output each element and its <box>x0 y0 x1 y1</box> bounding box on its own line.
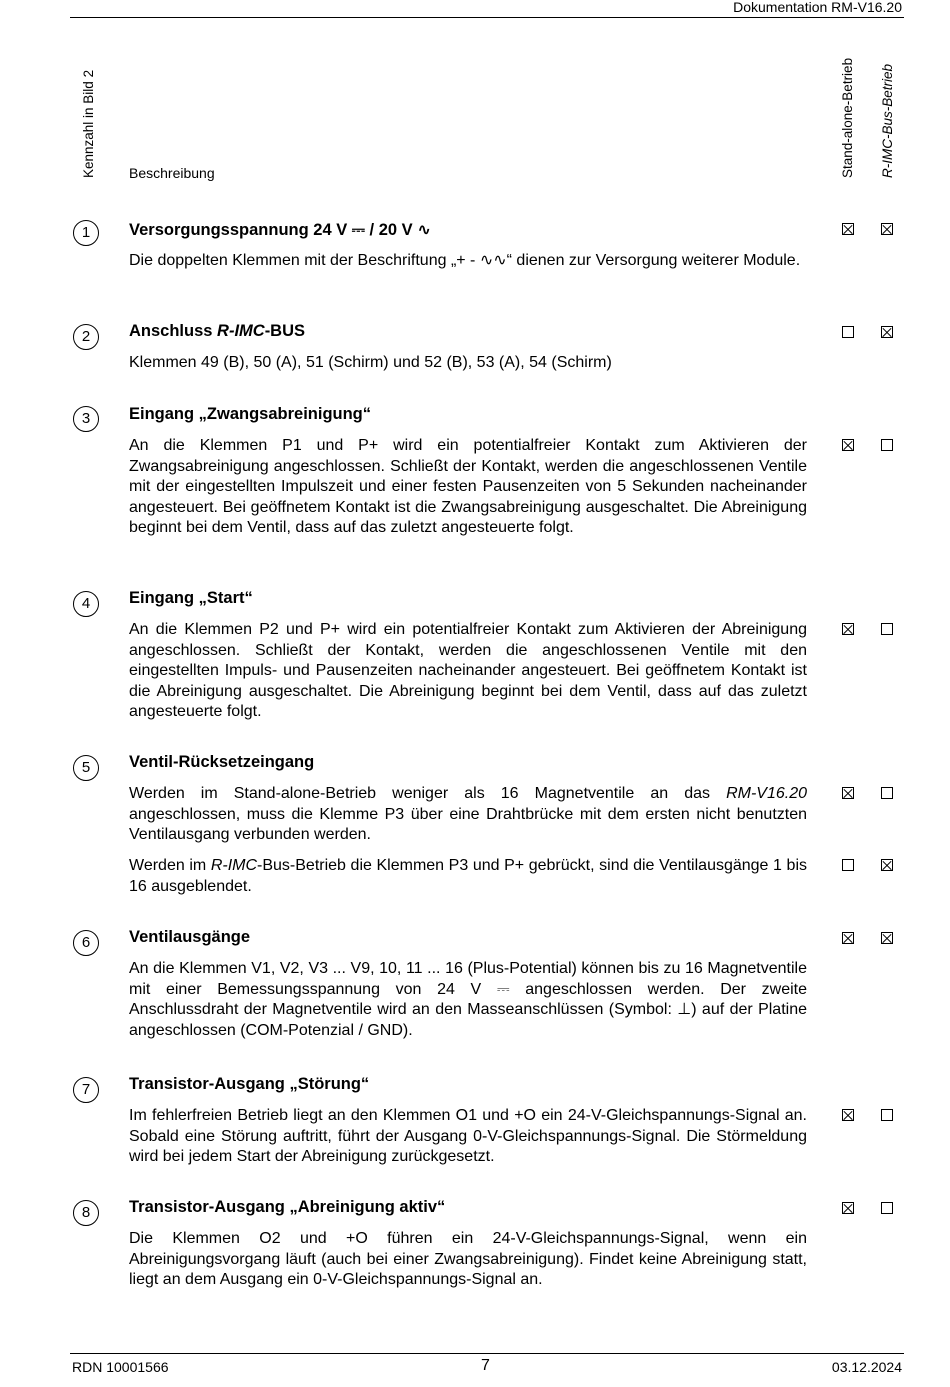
item-number-badge: 2 <box>73 324 99 350</box>
checkbox-bus-unchecked <box>881 623 893 635</box>
item-number-badge: 1 <box>73 220 99 246</box>
section-title: Eingang „Start“ <box>129 589 253 607</box>
checkbox-standalone-checked <box>842 787 854 799</box>
section-paragraph: Werden im Stand-alone-Betrieb weniger als 16 Magnetventile an das RM-V16.20 angeschlossen, muss die Klemme P3 über eine Drahtbrücke mit dem ersten nicht benutzten Ventilausgang verbunden werden. <box>129 785 807 843</box>
footer-rule <box>70 1353 904 1354</box>
checkbox-bus-unchecked <box>881 1202 893 1214</box>
page-number: 7 <box>481 1357 490 1374</box>
section-paragraph: Die doppelten Klemmen mit der Beschriftung „+ - ∿∿“ dienen zur Versorgung weiterer Module. <box>129 252 801 269</box>
section-paragraph: Im fehlerfreien Betrieb liegt an den Klemmen O1 und +O ein 24-V-Gleichspannungs-Signal an. Sobald eine Störung auftritt, führt der Ausgang 0-V-Gleichspannungs-Signal. Die Störmeldung wird bei jedem Start der Abreinigung zurückgesetzt. <box>129 1107 807 1165</box>
column-header-standalone: Stand-alone-Betrieb <box>840 57 855 178</box>
section-title: Anschluss R-IMC-BUS <box>129 322 306 340</box>
checkbox-bus-checked <box>881 932 893 944</box>
header-rule <box>70 17 904 18</box>
checkbox-standalone-checked <box>842 932 854 944</box>
column-header-bus: R-IMC-Bus-Betrieb <box>880 63 895 178</box>
checkbox-standalone-checked <box>842 623 854 635</box>
checkbox-standalone-checked <box>842 439 854 451</box>
checkbox-standalone-unchecked <box>842 326 854 338</box>
item-number-badge: 8 <box>73 1200 99 1226</box>
checkbox-bus-checked <box>881 859 893 871</box>
item-number-badge: 4 <box>73 591 99 617</box>
column-header-kennzahl: Kennzahl in Bild 2 <box>81 69 96 178</box>
item-number-badge: 7 <box>73 1077 99 1103</box>
item-number-badge: 3 <box>73 406 99 432</box>
item-number-badge: 5 <box>73 755 99 781</box>
checkbox-bus-checked <box>881 223 893 235</box>
checkbox-standalone-unchecked <box>842 859 854 871</box>
section-paragraph: An die Klemmen P2 und P+ wird ein potentialfreier Kontakt zum Aktivieren der Abreinigung angeschlossen. Schließt der Kontakt, werden die angeschlossenen Ventile mit den eingestellten Impuls- und Pausenzeiten nacheinander angesteuert. Bei geöffnetem Kontakt ist die Abreinigung ausgeschaltet. Die Abreinigung beginnt bei dem Ventil, dass auf das zuletzt angesteuerte folgt. <box>129 621 807 720</box>
document-number: RDN 10001566 <box>72 1359 169 1375</box>
section-title: Ventilausgänge <box>129 928 251 946</box>
section-paragraph: An die Klemmen P1 und P+ wird ein potentialfreier Kontakt zum Aktivieren der Zwangsabreinigung angeschlossen. Schließt der Kontakt, werden die angeschlossenen Ventile mit der eingestellten Impulszeit und einer festen Pausenzeiten von 5 Sekunden nacheinander angesteuert. Bei geöffnetem Kontakt ist die Zwangsabreinigung ausgeschaltet. Die Abreinigung beginnt bei dem Ventil, dass auf das zuletzt angesteuerte folgt. <box>129 437 807 536</box>
section-title: Ventil-Rücksetzeingang <box>129 753 315 771</box>
section-title: Eingang „Zwangsabreinigung“ <box>129 405 372 423</box>
checkbox-bus-unchecked <box>881 787 893 799</box>
section-title: Transistor-Ausgang „Abreinigung aktiv“ <box>129 1198 446 1216</box>
item-number-badge: 6 <box>73 930 99 956</box>
document-date: 03.12.2024 <box>831 1359 902 1375</box>
section-paragraph: An die Klemmen V1, V2, V3 ... V9, 10, 11 ... 16 (Plus-Potential) können bis zu 16 Magnetventile mit einer Bemessungsspannung von 24 V ⎓ angeschlossen werden. Der zweite Anschlussdraht der Magnetventile wird an den Masseanschlüssen (Symbol: ⊥) auf der Platine angeschlossen (COM-Potenzial / GND). <box>129 960 807 1039</box>
column-header-beschreibung: Beschreibung <box>129 165 215 181</box>
checkbox-bus-unchecked <box>881 1109 893 1121</box>
section-title: Transistor-Ausgang „Störung“ <box>129 1075 370 1093</box>
checkbox-standalone-checked <box>842 1202 854 1214</box>
checkbox-standalone-checked <box>842 223 854 235</box>
checkbox-bus-checked <box>881 326 893 338</box>
section-paragraph: Klemmen 49 (B), 50 (A), 51 (Schirm) und 52 (B), 53 (A), 54 (Schirm) <box>129 354 612 371</box>
section-title: Versorgungsspannung 24 V ⎓ / 20 V ∿ <box>129 221 432 239</box>
checkbox-bus-unchecked <box>881 439 893 451</box>
section-paragraph: Werden im R-IMC-Bus-Betrieb die Klemmen P3 und P+ gebrückt, sind die Ventilausgänge 1 bis 16 ausgeblendet. <box>129 857 807 895</box>
checkbox-standalone-checked <box>842 1109 854 1121</box>
document-title: Dokumentation RM-V16.20 <box>733 0 902 15</box>
section-paragraph: Die Klemmen O2 und +O führen ein 24-V-Gleichspannungs-Signal, wenn ein Abreinigungsvorgang läuft (auch bei einer Zwangsabreinigung). Findet keine Abreinigung statt, liegt an dem Ausgang ein 0-V-Gleichspannungs-Signal an. <box>129 1230 807 1288</box>
